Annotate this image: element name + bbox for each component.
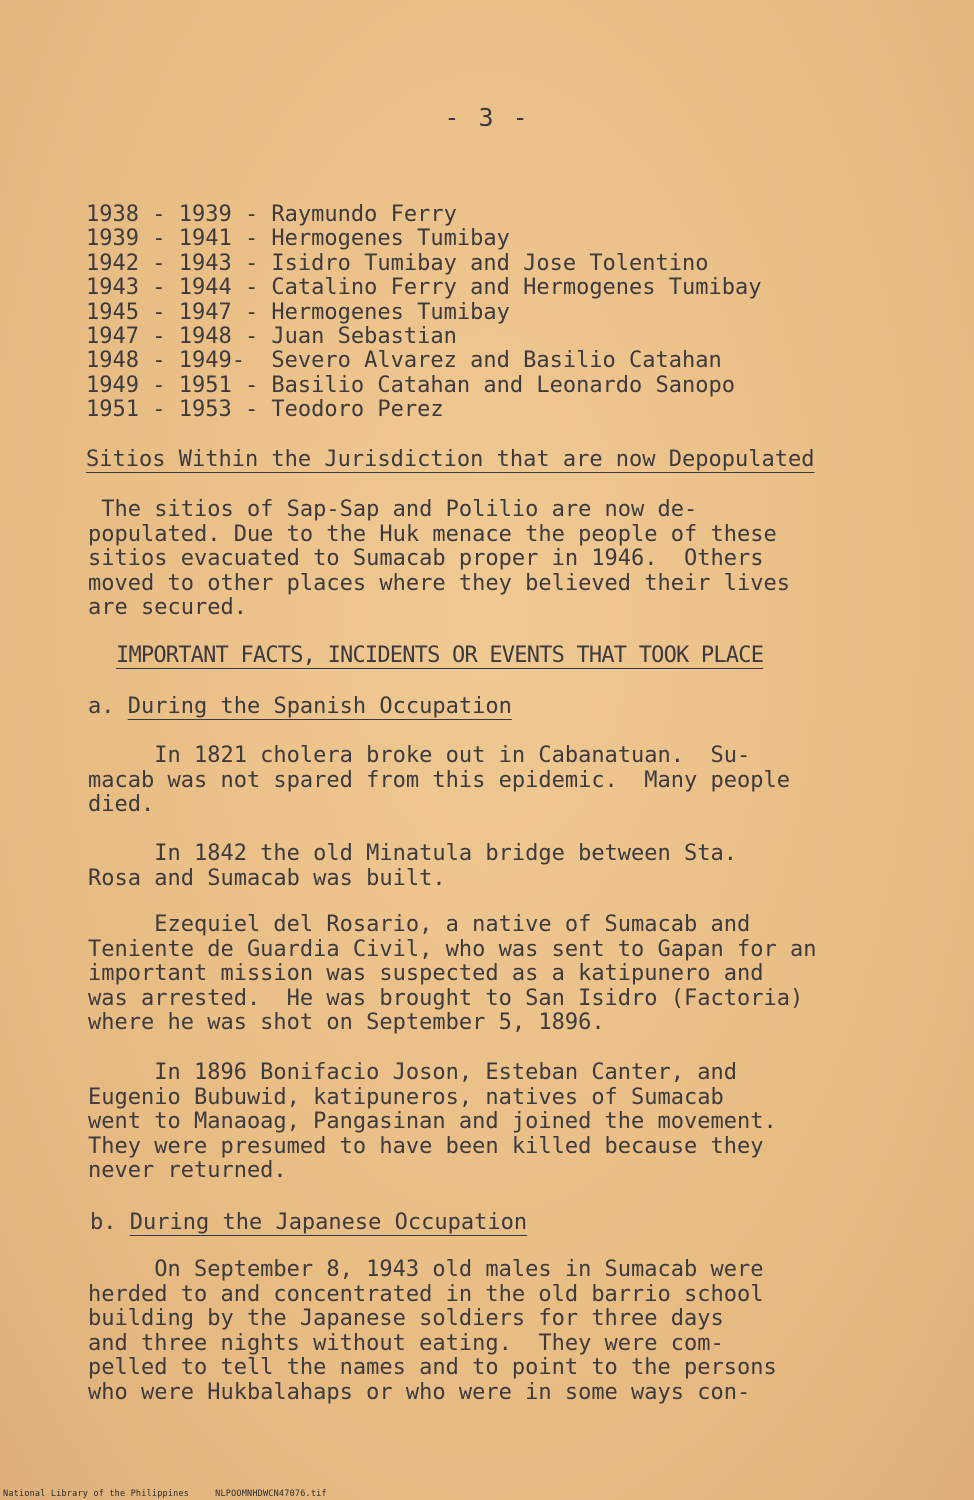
spanish-paragraph-bridge bbox=[88, 842, 737, 891]
text-line: In 1821 cholera broke out in Cabanatuan. Su- bbox=[88, 743, 751, 768]
page-number: - 3 - bbox=[444, 103, 530, 132]
text-line: In 1896 Bonifacio Joson, Esteban Canter, and bbox=[88, 1060, 738, 1085]
facts-heading: IMPORTANT FACTS, INCIDENTS OR EVENTS THAT TOOK PLACE bbox=[116, 643, 764, 668]
text-line: sitios evacuated to Sumacab proper in 1946. Others bbox=[88, 546, 764, 571]
text-line: On September 8, 1943 old males in Sumacab were bbox=[88, 1257, 764, 1282]
footer-library: National Library of the Philippines bbox=[3, 1489, 190, 1499]
text-line: never returned. bbox=[88, 1158, 287, 1183]
spanish-paragraph-rosario bbox=[88, 913, 816, 1036]
text-line: who were Hukbalahaps or who were in some ways con- bbox=[88, 1379, 751, 1405]
text-line: where he was shot on September 5, 1896. bbox=[88, 1010, 605, 1035]
text-line: The sitios of Sap-Sap and Polilio are now de- bbox=[88, 497, 698, 522]
footer-filename: NLPOOMNHDWCN47076.tif bbox=[215, 1489, 327, 1499]
officials-entry: 1945 - 1947 - Hermogenes Tumibay bbox=[86, 299, 510, 325]
text-line: Eugenio Bubuwid, katipuneros, natives of Sumacab bbox=[88, 1084, 724, 1110]
officials-entry: 1949 - 1951 - Basilio Catahan and Leonardo Sanopo bbox=[86, 372, 736, 398]
scan-footer bbox=[3, 1489, 353, 1499]
text-line: populated. Due to the Huk menace the people of these bbox=[88, 521, 777, 547]
text-line: moved to other places where they believed their lives bbox=[88, 570, 790, 596]
text-line: Rosa and Sumacab was built. bbox=[88, 865, 446, 891]
spanish-subheading bbox=[88, 694, 512, 719]
officials-entry: 1943 - 1944 - Catalino Ferry and Hermogenes Tumibay bbox=[86, 275, 762, 301]
officials-entry: 1947 - 1948 - Juan Sebastian bbox=[86, 324, 457, 350]
subheading-prefix: b. bbox=[90, 1210, 130, 1235]
sitios-heading: Sitios Within the Jurisdiction that are now Depopulated bbox=[86, 447, 815, 472]
subheading-prefix: a. bbox=[88, 694, 128, 719]
text-line: building by the Japanese soldiers for three days bbox=[88, 1306, 724, 1331]
text-line: and three nights without eating. They were com- bbox=[88, 1330, 724, 1356]
text-line: died. bbox=[88, 792, 155, 817]
officials-entry: 1948 - 1949- Severo Alvarez and Basilio Catahan bbox=[86, 348, 722, 374]
subheading-title: During the Spanish Occupation bbox=[127, 694, 512, 719]
text-line: In 1842 the old Minatula bridge between Sta. bbox=[88, 841, 738, 866]
text-line: pelled to tell the names and to point to the persons bbox=[88, 1355, 777, 1380]
text-line: herded to and concentrated in the old barrio school bbox=[88, 1281, 764, 1307]
text-line: They were presumed to have been killed because they bbox=[88, 1133, 764, 1159]
text-line: Ezequiel del Rosario, a native of Sumacab and bbox=[88, 912, 751, 937]
spanish-paragraph-cholera bbox=[88, 744, 790, 818]
japanese-subheading bbox=[90, 1210, 527, 1235]
officials-entry: 1951 - 1953 - Teodoro Perez bbox=[86, 397, 444, 423]
text-line: are secured. bbox=[88, 595, 247, 620]
officials-list bbox=[86, 203, 762, 423]
japanese-paragraph bbox=[88, 1258, 777, 1405]
text-line: went to Manaoag, Pangasinan and joined the movement. bbox=[88, 1109, 777, 1134]
subheading-title: During the Japanese Occupation bbox=[129, 1210, 528, 1235]
officials-entry: 1942 - 1943 - Isidro Tumibay and Jose Tolentino bbox=[86, 250, 709, 276]
text-line: macab was not spared from this epidemic. Many people bbox=[88, 767, 790, 793]
sitios-paragraph bbox=[88, 498, 790, 621]
officials-entry: 1939 - 1941 - Hermogenes Tumibay bbox=[86, 226, 510, 252]
spanish-paragraph-katipuneros bbox=[88, 1061, 777, 1184]
text-line: Teniente de Guardia Civil, who was sent to Gapan for an bbox=[88, 936, 817, 962]
officials-entry: 1938 - 1939 - Raymundo Ferry bbox=[86, 202, 457, 227]
text-line: important mission was suspected as a katipunero and bbox=[88, 961, 764, 986]
text-line: was arrested. He was brought to San Isidro (Factoria) bbox=[88, 985, 804, 1011]
